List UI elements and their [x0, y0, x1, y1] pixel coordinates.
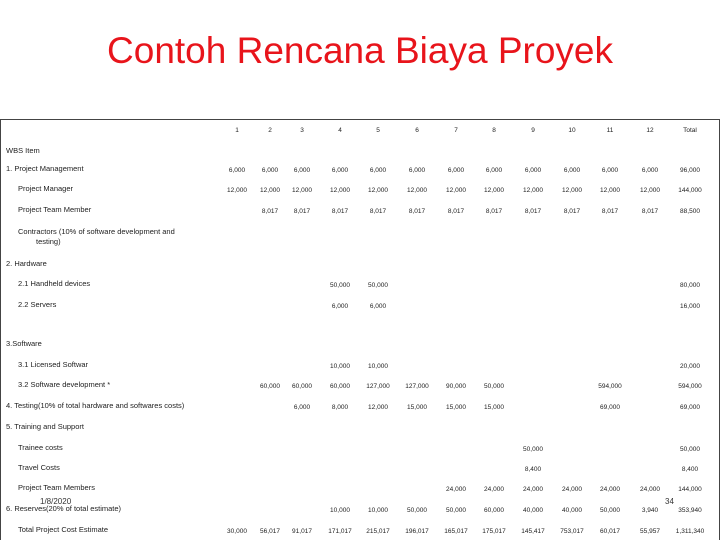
table-cell: 6,000	[601, 167, 619, 174]
table-cell: 24,000	[562, 486, 582, 493]
row-label: 2.2 Servers	[18, 300, 57, 309]
row-total: 1,311,340	[675, 528, 705, 535]
table-cell: 8,017	[563, 208, 581, 215]
table-cell: 10,000	[330, 363, 350, 370]
table-cell: 6,000	[261, 167, 279, 174]
table-cell: 8,017	[524, 208, 542, 215]
row-total: 144,000	[678, 486, 702, 493]
row-label: 2. Hardware	[6, 259, 47, 268]
table-cell: 3,940	[641, 507, 659, 514]
table-cell: 55,957	[640, 528, 660, 535]
page-title: Contoh Rencana Biaya Proyek	[107, 30, 613, 71]
table-cell: 594,000	[598, 383, 622, 390]
row-label: 2.1 Handheld devices	[18, 279, 91, 288]
column-header-month: 4	[338, 127, 342, 134]
table-cell: 6,000	[228, 167, 246, 174]
row-label: 5. Training and Support	[6, 422, 84, 431]
row-total: 80,000	[680, 282, 700, 289]
table-cell: 69,000	[600, 404, 620, 411]
cost-table	[0, 119, 720, 540]
table-cell: 8,017	[331, 208, 349, 215]
row-total: 50,000	[680, 446, 700, 453]
table-cell: 12,000	[368, 187, 388, 194]
table-cell: 50,000	[407, 507, 427, 514]
table-cell: 127,000	[405, 383, 429, 390]
row-label: 1. Project Management	[6, 164, 84, 173]
table-cell: 24,000	[600, 486, 620, 493]
table-cell: 24,000	[446, 486, 466, 493]
table-cell: 175,017	[482, 528, 506, 535]
table-cell: 6,000	[641, 167, 659, 174]
table-cell: 30,000	[227, 528, 247, 535]
table-cell: 12,000	[562, 187, 582, 194]
row-label: 3.Software	[6, 339, 42, 348]
table-cell: 12,000	[368, 404, 388, 411]
footer-page-number: 34	[665, 497, 674, 506]
column-header-month: 8	[492, 127, 496, 134]
table-cell: 12,000	[484, 187, 504, 194]
row-label: Project Team Members	[18, 483, 95, 492]
table-cell: 145,417	[521, 528, 545, 535]
table-cell: 40,000	[562, 507, 582, 514]
table-cell: 6,000	[369, 167, 387, 174]
table-cell: 8,017	[408, 208, 426, 215]
table-cell: 50,000	[484, 383, 504, 390]
table-cell: 12,000	[227, 187, 247, 194]
row-total: 96,000	[680, 167, 700, 174]
table-cell: 8,017	[601, 208, 619, 215]
table-cell: 15,000	[407, 404, 427, 411]
table-cell: 12,000	[600, 187, 620, 194]
row-label: Contractors (10% of software development and	[18, 227, 175, 236]
table-cell: 6,000	[293, 404, 311, 411]
table-cell: 6,000	[524, 167, 542, 174]
table-cell: 24,000	[640, 486, 660, 493]
column-header-total: Total	[683, 127, 697, 134]
row-total: 88,500	[680, 208, 700, 215]
row-label: Project Team Member	[18, 205, 92, 214]
row-total: 69,000	[680, 404, 700, 411]
table-cell: 50,000	[330, 282, 350, 289]
table-cell: 12,000	[523, 187, 543, 194]
table-cell: 171,017	[328, 528, 352, 535]
table-cell: 127,000	[366, 383, 390, 390]
table-cell: 6,000	[485, 167, 503, 174]
table-cell: 50,000	[600, 507, 620, 514]
table-cell: 753,017	[560, 528, 584, 535]
table-cell: 24,000	[484, 486, 504, 493]
table-cell: 50,000	[446, 507, 466, 514]
table-left-border	[0, 119, 1, 540]
table-cell: 8,017	[485, 208, 503, 215]
table-cell: 12,000	[640, 187, 660, 194]
table-cell: 60,000	[484, 507, 504, 514]
table-cell: 12,000	[260, 187, 280, 194]
column-header-month: 1	[235, 127, 239, 134]
table-cell: 12,000	[330, 187, 350, 194]
table-cell: 196,017	[405, 528, 429, 535]
table-cell: 6,000	[293, 167, 311, 174]
row-total: 20,000	[680, 363, 700, 370]
table-cell: 12,000	[292, 187, 312, 194]
row-total: 144,000	[678, 187, 702, 194]
table-cell: 24,000	[523, 486, 543, 493]
column-header-month: 3	[300, 127, 304, 134]
column-header-month: 7	[454, 127, 458, 134]
table-cell: 15,000	[484, 404, 504, 411]
table-cell: 50,000	[523, 446, 543, 453]
table-cell: 6,000	[331, 303, 349, 310]
row-label-continuation: testing)	[36, 237, 61, 246]
table-cell: 8,017	[447, 208, 465, 215]
column-header-month: 9	[531, 127, 535, 134]
table-cell: 12,000	[407, 187, 427, 194]
table-cell: 10,000	[368, 363, 388, 370]
table-cell: 50,000	[368, 282, 388, 289]
table-cell: 40,000	[523, 507, 543, 514]
table-cell: 60,000	[292, 383, 312, 390]
table-cell: 10,000	[368, 507, 388, 514]
table-cell: 60,000	[330, 383, 350, 390]
row-total: 353,940	[678, 507, 702, 514]
table-cell: 56,017	[260, 528, 280, 535]
table-cell: 6,000	[408, 167, 426, 174]
footer-date: 1/8/2020	[40, 497, 72, 506]
table-cell: 90,000	[446, 383, 466, 390]
row-label: 4. Testing(10% of total hardware and softwares costs)	[6, 401, 185, 410]
table-cell: 15,000	[446, 404, 466, 411]
table-cell: 8,017	[641, 208, 659, 215]
table-cell: 60,000	[260, 383, 280, 390]
table-cell: 8,017	[261, 208, 279, 215]
row-total: 16,000	[680, 303, 700, 310]
column-header-month: 10	[568, 127, 576, 134]
table-cell: 8,017	[369, 208, 387, 215]
table-cell: 12,000	[446, 187, 466, 194]
table-cell: 6,000	[369, 303, 387, 310]
row-label: 6. Reserves(20% of total estimate)	[6, 504, 122, 513]
table-cell: 6,000	[447, 167, 465, 174]
wbs-header: WBS Item	[6, 146, 40, 155]
table-cell: 6,000	[331, 167, 349, 174]
table-cell: 91,017	[292, 528, 312, 535]
column-header-month: 12	[646, 127, 654, 134]
row-total: 8,400	[681, 466, 699, 473]
table-cell: 165,017	[444, 528, 468, 535]
table-cell: 10,000	[330, 507, 350, 514]
column-header-month: 11	[606, 127, 614, 134]
row-label: Trainee costs	[18, 443, 63, 452]
table-cell: 6,000	[563, 167, 581, 174]
row-label: Travel Costs	[18, 463, 60, 472]
row-label: Project Manager	[18, 184, 74, 193]
table-cell: 60,017	[600, 528, 620, 535]
row-total: 594,000	[678, 383, 702, 390]
row-label: 3.2 Software development *	[18, 380, 111, 389]
column-header-month: 6	[415, 127, 419, 134]
table-top-border	[0, 119, 720, 120]
row-label: Total Project Cost Estimate	[18, 525, 109, 534]
table-cell: 8,400	[524, 466, 542, 473]
row-label: 3.1 Licensed Softwar	[18, 360, 89, 369]
column-header-month: 5	[376, 127, 380, 134]
table-cell: 8,017	[293, 208, 311, 215]
column-header-month: 2	[268, 127, 272, 134]
table-cell: 215,017	[366, 528, 390, 535]
table-cell: 8,000	[331, 404, 349, 411]
